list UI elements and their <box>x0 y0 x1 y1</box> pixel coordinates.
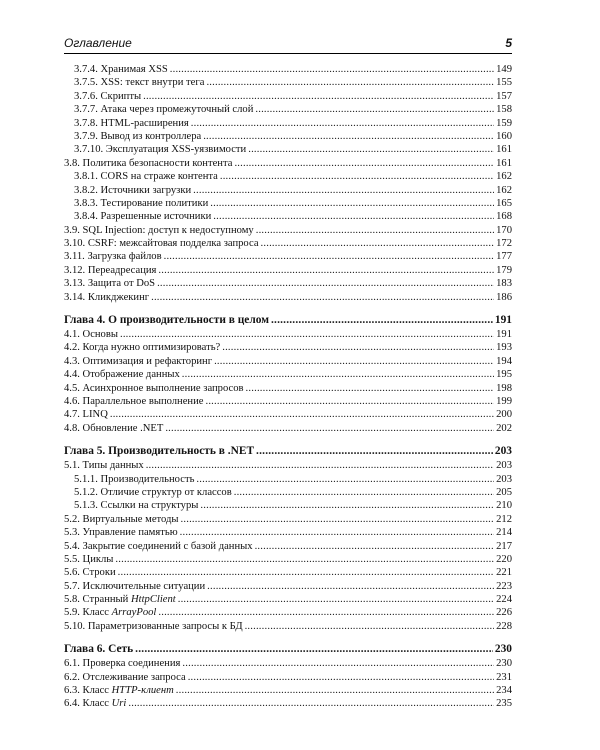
dot-leader <box>200 499 494 512</box>
entry-title <box>74 486 232 499</box>
entry-page-number: 157 <box>496 90 512 102</box>
entry-title-text: 5.6. Строки <box>64 567 116 579</box>
entry-title-text: 5.1. Типы данных <box>64 460 144 472</box>
dot-leader <box>158 264 494 277</box>
entry-page-number: 170 <box>496 224 512 236</box>
toc-entry[interactable] <box>64 328 512 341</box>
toc-entry[interactable] <box>64 264 512 277</box>
entry-title <box>64 368 180 381</box>
section-gap <box>64 435 512 444</box>
entry-title-text: 3.8. Политика безопасности контента <box>64 157 233 169</box>
dot-leader <box>261 237 495 250</box>
entry-title-text: Глава 5. Производительность в .NET <box>64 445 255 458</box>
entry-title <box>74 197 208 210</box>
entry-page-number: 160 <box>496 130 512 142</box>
entry-title <box>64 355 212 368</box>
entry-title-text: 3.8.2. Источники загрузки <box>74 184 192 196</box>
entry-title <box>64 291 149 304</box>
entry-title-italic: Uri <box>111 698 127 710</box>
entry-title-text: Глава 4. О производительности в целом <box>64 314 269 327</box>
entry-page-number: 203 <box>494 445 512 458</box>
dot-leader <box>157 277 494 290</box>
header-title: Оглавление <box>64 36 132 50</box>
entry-page-number: 205 <box>496 486 512 498</box>
entry-page-number: 212 <box>496 513 512 525</box>
entry-title <box>64 566 116 579</box>
toc-entry[interactable] <box>64 184 512 197</box>
dot-leader <box>170 63 494 76</box>
entry-title <box>64 395 203 408</box>
dot-leader <box>120 328 494 341</box>
entry-title <box>74 143 246 156</box>
section-gap <box>64 304 512 313</box>
toc-entry[interactable] <box>64 553 512 566</box>
entry-title-text: 3.7.8. HTML-расширения <box>74 117 189 129</box>
toc-entry[interactable] <box>64 513 512 526</box>
entry-page-number: 158 <box>496 104 512 116</box>
entry-title-text: 3.7.4. Хранимая XSS <box>74 64 168 75</box>
entry-page-number: 221 <box>496 567 512 579</box>
entry-page-number: 155 <box>496 77 512 89</box>
dot-leader <box>245 620 495 633</box>
dot-leader <box>248 143 494 156</box>
toc-entry[interactable] <box>64 63 512 76</box>
toc-entry[interactable] <box>64 657 512 670</box>
entry-title <box>64 513 179 526</box>
entry-page-number: 193 <box>496 342 512 354</box>
entry-title <box>64 444 254 459</box>
toc-entry[interactable] <box>64 237 512 250</box>
dot-leader <box>165 422 494 435</box>
dot-leader <box>256 224 494 237</box>
entry-page-number: 223 <box>496 580 512 592</box>
dot-leader <box>214 355 494 368</box>
entry-title-text: 5.1.2. Отличие структур от классов <box>74 486 232 498</box>
entry-page-number: 214 <box>496 527 512 539</box>
entry-page-number: 161 <box>496 157 512 169</box>
toc-entry[interactable] <box>64 355 512 368</box>
entry-page-number: 162 <box>496 184 512 196</box>
entry-title <box>64 459 144 472</box>
entry-title <box>74 90 141 103</box>
entry-page-number: 162 <box>496 171 512 183</box>
entry-title-text: 3.11. Загрузка файлов <box>64 251 162 263</box>
dot-leader <box>196 473 494 486</box>
toc-entry[interactable] <box>64 76 512 89</box>
entry-title <box>64 277 155 290</box>
dot-leader <box>210 197 494 210</box>
entry-title-text: 5.9. Класс <box>64 607 112 619</box>
dot-leader <box>188 671 494 684</box>
toc-entry[interactable] <box>64 117 512 130</box>
toc-entry[interactable] <box>64 143 512 156</box>
section-gap <box>64 633 512 642</box>
entry-page-number: 179 <box>496 264 512 276</box>
entry-title-text: 3.14. Кликджекинг <box>64 291 150 303</box>
toc-entry[interactable] <box>64 368 512 381</box>
entry-title-text: 3.7.6. Скрипты <box>74 90 142 102</box>
entry-page-number: 191 <box>494 314 512 327</box>
entry-title-text: 3.7.10. Эксплуатация XSS-уязвимости <box>74 144 247 156</box>
entry-title <box>64 593 176 606</box>
dot-leader <box>128 697 494 710</box>
entry-page-number: 203 <box>496 473 512 485</box>
entry-title <box>64 237 259 250</box>
toc-entry[interactable] <box>64 459 512 472</box>
entry-page-number: 198 <box>496 382 512 394</box>
entry-page-number: 159 <box>496 117 512 129</box>
toc-entry[interactable] <box>64 90 512 103</box>
dot-leader <box>206 76 494 89</box>
dot-leader <box>146 459 494 472</box>
entry-page-number: 202 <box>496 422 512 434</box>
entry-page-number: 203 <box>496 460 512 472</box>
entry-title-text: 5.3. Управление памятью <box>64 527 178 539</box>
entry-title <box>64 224 254 237</box>
toc-entry[interactable] <box>64 580 512 593</box>
entry-page-number: 231 <box>496 671 512 683</box>
dot-leader <box>246 382 495 395</box>
dot-leader <box>234 157 494 170</box>
entry-title <box>74 76 204 89</box>
entry-title <box>74 170 218 183</box>
dot-leader <box>256 444 493 459</box>
entry-page-number: 161 <box>496 144 512 156</box>
entry-title-text: 3.7.5. XSS: текст внутри тега <box>74 77 205 89</box>
dot-leader <box>255 540 495 553</box>
entry-title-text: 4.1. Основы <box>64 329 118 341</box>
dot-leader <box>205 395 494 408</box>
toc-entry[interactable] <box>64 197 512 210</box>
entry-title-text: Глава 6. Сеть <box>64 643 134 656</box>
entry-title <box>64 422 163 435</box>
toc-entry[interactable] <box>64 697 512 710</box>
entry-title-text: 5.7. Исключительные ситуации <box>64 580 206 592</box>
entry-title-text: 4.7. LINQ <box>64 409 108 421</box>
entry-title <box>64 620 243 633</box>
chapter-heading[interactable] <box>64 642 512 657</box>
dot-leader <box>193 184 494 197</box>
toc-entry[interactable] <box>64 395 512 408</box>
toc-entry[interactable] <box>64 224 512 237</box>
dot-leader <box>176 684 494 697</box>
toc-entry[interactable] <box>64 526 512 539</box>
toc-entry[interactable] <box>64 620 512 633</box>
entry-title <box>64 526 178 539</box>
dot-leader <box>213 210 494 223</box>
toc-entry[interactable] <box>64 499 512 512</box>
entry-title-text: 5.2. Виртуальные методы <box>64 513 179 525</box>
entry-title-italic: HTTP-клиент <box>111 685 174 697</box>
toc-entry[interactable] <box>64 170 512 183</box>
entry-page-number: 220 <box>496 553 512 565</box>
entry-page-number: 172 <box>496 238 512 250</box>
toc-entry[interactable] <box>64 382 512 395</box>
toc-entry[interactable] <box>64 103 512 116</box>
dot-leader <box>164 250 495 263</box>
dot-leader <box>118 566 494 579</box>
entry-title <box>64 657 180 670</box>
entry-title <box>64 553 113 566</box>
entry-title <box>64 313 269 328</box>
entry-page-number: 224 <box>496 594 512 606</box>
entry-page-number: 200 <box>496 409 512 421</box>
toc-entry[interactable] <box>64 130 512 143</box>
dot-leader <box>110 408 494 421</box>
toc-entry[interactable] <box>64 473 512 486</box>
entry-title-text: 4.5. Асинхронное выполнение запросов <box>64 382 244 394</box>
entry-title <box>64 684 174 697</box>
entry-title-text: 6.2. Отслеживание запроса <box>64 671 186 683</box>
entry-page-number: 210 <box>496 500 512 512</box>
entry-title-text: 3.8.4. Разрешенные источники <box>74 211 212 223</box>
toc-entry[interactable] <box>64 422 512 435</box>
dot-leader <box>158 606 494 619</box>
toc-entry[interactable] <box>64 277 512 290</box>
toc-entry[interactable] <box>64 540 512 553</box>
entry-title-text: 3.7.9. Вывод из контроллера <box>74 130 202 142</box>
entry-page-number: 191 <box>496 329 512 341</box>
entry-page-number: 217 <box>496 540 512 552</box>
table-of-contents <box>64 63 512 711</box>
entry-page-number: 168 <box>496 211 512 223</box>
entry-title-italic: HttpClient <box>131 594 176 606</box>
entry-page-number: 183 <box>496 278 512 290</box>
dot-leader <box>182 368 494 381</box>
entry-title-text: 3.10. CSRF: межсайтовая подделка запроса <box>64 238 259 250</box>
entry-page-number: 195 <box>496 369 512 381</box>
chapter-heading[interactable] <box>64 313 512 328</box>
dot-leader <box>234 486 494 499</box>
entry-title-italic: ArrayPool <box>111 607 157 619</box>
entry-title <box>64 341 220 354</box>
entry-page-number: 226 <box>496 607 512 619</box>
entry-title <box>64 540 253 553</box>
entry-title <box>64 157 232 170</box>
entry-title-text: 5.5. Циклы <box>64 553 114 565</box>
entry-title-text: 4.4. Отображение данных <box>64 369 180 381</box>
entry-title-text: 5.1.1. Производительность <box>74 473 195 485</box>
entry-title-text: 5.4. Закрытие соединений с базой данных <box>64 540 253 552</box>
dot-leader <box>271 313 493 328</box>
toc-entry[interactable] <box>64 157 512 170</box>
entry-title-text: 3.7.7. Атака через промежуточный слой <box>74 104 254 116</box>
entry-title-text: 3.9. SQL Injection: доступ к недоступному <box>64 224 254 236</box>
toc-entry[interactable] <box>64 210 512 223</box>
toc-entry[interactable] <box>64 486 512 499</box>
dot-leader <box>151 291 494 304</box>
dot-leader <box>220 170 494 183</box>
entry-title <box>74 473 194 486</box>
entry-title <box>64 580 205 593</box>
dot-leader <box>191 117 494 130</box>
dot-leader <box>222 341 494 354</box>
toc-entry[interactable] <box>64 250 512 263</box>
entry-title <box>64 671 186 684</box>
entry-title-text: 3.8.3. Тестирование политики <box>74 197 209 209</box>
entry-title <box>74 103 253 116</box>
entry-page-number: 228 <box>496 620 512 632</box>
entry-title-text: 4.8. Обновление .NET <box>64 422 164 434</box>
entry-title-text: 5.10. Параметризованные запросы к БД <box>64 620 243 632</box>
entry-title <box>74 210 211 223</box>
toc-entry[interactable] <box>64 671 512 684</box>
entry-title-text: 6.3. Класс <box>64 685 112 697</box>
dot-leader <box>143 90 494 103</box>
entry-title <box>74 63 168 76</box>
entry-title-text: 4.3. Оптимизация и рефакторинг <box>64 355 213 367</box>
toc-entry[interactable] <box>64 341 512 354</box>
dot-leader <box>181 513 495 526</box>
toc-entry[interactable] <box>64 606 512 619</box>
entry-title <box>64 606 156 619</box>
entry-page-number: 235 <box>496 698 512 710</box>
entry-page-number: 230 <box>494 643 512 656</box>
dot-leader <box>115 553 494 566</box>
entry-title-text: 6.1. Проверка соединения <box>64 658 181 670</box>
entry-title-text: 5.1.3. Ссылки на структуры <box>74 500 199 512</box>
entry-title <box>64 697 126 710</box>
chapter-heading[interactable] <box>64 444 512 459</box>
entry-title-text: 3.13. Защита от DoS <box>64 278 156 290</box>
entry-title <box>64 250 162 263</box>
toc-entry[interactable] <box>64 408 512 421</box>
toc-entry[interactable] <box>64 684 512 697</box>
entry-page-number: 230 <box>496 658 512 670</box>
entry-title <box>74 499 198 512</box>
entry-title <box>64 264 156 277</box>
entry-title-text: 3.12. Переадресация <box>64 264 157 276</box>
entry-page-number: 177 <box>496 251 512 263</box>
dot-leader <box>180 526 494 539</box>
toc-entry[interactable] <box>64 291 512 304</box>
entry-title <box>64 382 244 395</box>
entry-title <box>74 184 191 197</box>
entry-title <box>64 642 133 657</box>
dot-leader <box>203 130 494 143</box>
entry-title <box>74 130 201 143</box>
running-header <box>64 36 512 54</box>
entry-page-number: 199 <box>496 395 512 407</box>
entry-title-text: 6.4. Класс <box>64 698 112 710</box>
dot-leader <box>135 642 493 657</box>
entry-page-number: 194 <box>496 355 512 367</box>
dot-leader <box>255 103 494 116</box>
entry-page-number: 165 <box>496 197 512 209</box>
entry-title-text: 4.2. Когда нужно оптимизировать? <box>64 342 221 354</box>
toc-entry[interactable] <box>64 566 512 579</box>
dot-leader <box>178 593 494 606</box>
dot-leader <box>182 657 494 670</box>
entry-page-number: 149 <box>496 64 512 75</box>
entry-page-number: 234 <box>496 685 512 697</box>
toc-entry[interactable] <box>64 593 512 606</box>
entry-title-text: 4.6. Параллельное выполнение <box>64 395 204 407</box>
entry-title <box>74 117 189 130</box>
dot-leader <box>207 580 494 593</box>
entry-title-text: 3.8.1. CORS на страже контента <box>74 171 218 183</box>
entry-title <box>64 328 118 341</box>
entry-title <box>64 408 108 421</box>
header-page-number: 5 <box>505 36 512 50</box>
entry-title-text: 5.8. Странный <box>64 594 131 606</box>
entry-page-number: 186 <box>496 291 512 303</box>
